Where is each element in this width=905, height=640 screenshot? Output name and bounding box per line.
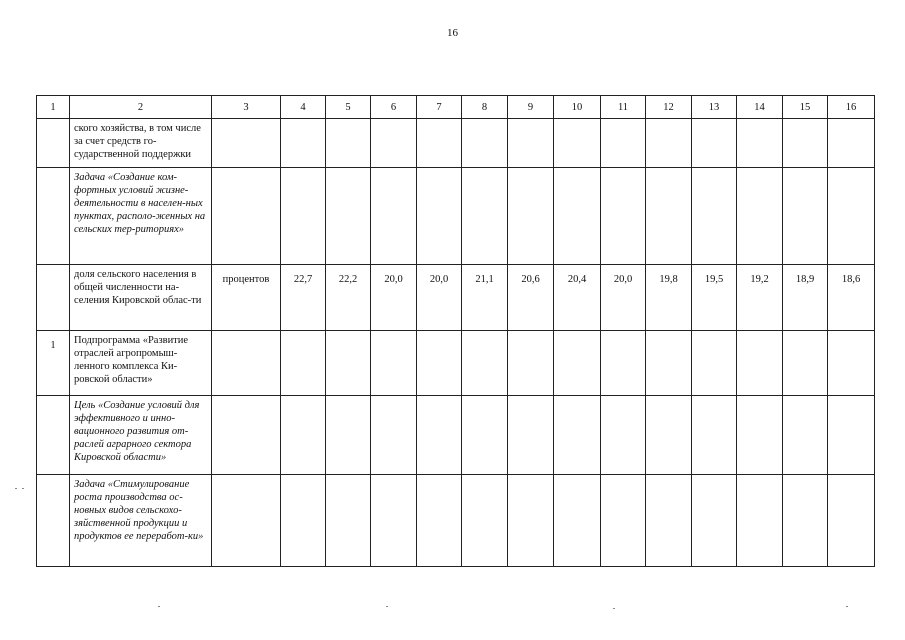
row-description-cell: Задача «Создание ком-фортных условий жизне-деятельности в населен-ных пунктах, располо-женных на сельских тер-риториях» — [70, 168, 212, 265]
header-cell-11: 11 — [601, 96, 646, 119]
value-cell-col-10 — [554, 475, 601, 567]
value-cell-col-10 — [554, 331, 601, 396]
row-index-cell — [37, 119, 70, 168]
header-cell-14: 14 — [737, 96, 783, 119]
scan-speck — [846, 606, 848, 607]
header-cell-8: 8 — [462, 96, 508, 119]
header-cell-7: 7 — [417, 96, 462, 119]
value-cell-col-5 — [326, 396, 371, 475]
value-cell-col-9: 20,6 — [508, 265, 554, 331]
value-cell-col-9 — [508, 119, 554, 168]
value-cell-col-12: 19,8 — [646, 265, 692, 331]
value-cell-col-6 — [371, 475, 417, 567]
row-description-cell: ского хозяйства, в том числе за счет средств го-сударственной поддержки — [70, 119, 212, 168]
row-description-cell: Подпрограмма «Развитие отраслей агропромыш-ленного комплекса Ки-ровской области» — [70, 331, 212, 396]
value-cell-col-6 — [371, 119, 417, 168]
header-cell-1: 1 — [37, 96, 70, 119]
row-unit-cell — [212, 475, 281, 567]
value-cell-col-6 — [371, 331, 417, 396]
value-cell-col-12 — [646, 168, 692, 265]
header-cell-6: 6 — [371, 96, 417, 119]
value-cell-col-4 — [281, 119, 326, 168]
row-unit-cell: процентов — [212, 265, 281, 331]
value-cell-col-10: 20,4 — [554, 265, 601, 331]
value-cell-col-16 — [828, 475, 875, 567]
value-cell-col-5: 22,2 — [326, 265, 371, 331]
value-cell-col-4 — [281, 168, 326, 265]
row-unit-cell — [212, 119, 281, 168]
value-cell-col-13: 19,5 — [692, 265, 737, 331]
value-cell-col-5 — [326, 475, 371, 567]
row-index-cell: 1 — [37, 331, 70, 396]
value-cell-col-13 — [692, 331, 737, 396]
value-cell-col-6 — [371, 396, 417, 475]
value-cell-col-5 — [326, 331, 371, 396]
value-cell-col-16 — [828, 119, 875, 168]
value-cell-col-7 — [417, 475, 462, 567]
value-cell-col-15: 18,9 — [783, 265, 828, 331]
value-cell-col-9 — [508, 331, 554, 396]
value-cell-col-11 — [601, 119, 646, 168]
value-cell-col-8 — [462, 331, 508, 396]
table-header-row — [37, 96, 875, 119]
table-row — [37, 475, 875, 567]
value-cell-col-7 — [417, 396, 462, 475]
value-cell-col-13 — [692, 396, 737, 475]
header-cell-9: 9 — [508, 96, 554, 119]
header-cell-10: 10 — [554, 96, 601, 119]
value-cell-col-7 — [417, 168, 462, 265]
value-cell-col-13 — [692, 119, 737, 168]
value-cell-col-7 — [417, 119, 462, 168]
value-cell-col-12 — [646, 396, 692, 475]
value-cell-col-8 — [462, 168, 508, 265]
value-cell-col-4 — [281, 331, 326, 396]
value-cell-col-10 — [554, 396, 601, 475]
value-cell-col-9 — [508, 396, 554, 475]
value-cell-col-4: 22,7 — [281, 265, 326, 331]
table-row — [37, 265, 875, 331]
value-cell-col-9 — [508, 168, 554, 265]
value-cell-col-8 — [462, 396, 508, 475]
header-cell-16: 16 — [828, 96, 875, 119]
value-cell-col-13 — [692, 475, 737, 567]
header-cell-3: 3 — [212, 96, 281, 119]
scan-speck — [613, 608, 615, 609]
table-row — [37, 168, 875, 265]
value-cell-col-12 — [646, 331, 692, 396]
value-cell-col-4 — [281, 475, 326, 567]
value-cell-col-15 — [783, 168, 828, 265]
indicator-table — [36, 95, 875, 567]
row-description-cell: Цель «Создание условий для эффективного и инно-вационного развития от-раслей аграрного сектора Кировской области» — [70, 396, 212, 475]
value-cell-col-4 — [281, 396, 326, 475]
value-cell-col-14: 19,2 — [737, 265, 783, 331]
value-cell-col-15 — [783, 396, 828, 475]
page-number: 16 — [447, 27, 458, 39]
value-cell-col-6: 20,0 — [371, 265, 417, 331]
row-unit-cell — [212, 331, 281, 396]
scan-speck — [15, 488, 17, 489]
header-cell-5: 5 — [326, 96, 371, 119]
scan-speck — [386, 606, 388, 607]
value-cell-col-7: 20,0 — [417, 265, 462, 331]
value-cell-col-10 — [554, 168, 601, 265]
header-cell-15: 15 — [783, 96, 828, 119]
value-cell-col-7 — [417, 331, 462, 396]
scan-speck — [158, 606, 160, 607]
row-index-cell — [37, 475, 70, 567]
row-index-cell — [37, 168, 70, 265]
value-cell-col-5 — [326, 119, 371, 168]
value-cell-col-12 — [646, 119, 692, 168]
value-cell-col-6 — [371, 168, 417, 265]
scan-speck — [22, 488, 24, 489]
value-cell-col-8: 21,1 — [462, 265, 508, 331]
row-index-cell — [37, 396, 70, 475]
value-cell-col-14 — [737, 475, 783, 567]
header-cell-12: 12 — [646, 96, 692, 119]
value-cell-col-14 — [737, 168, 783, 265]
value-cell-col-13 — [692, 168, 737, 265]
table-row — [37, 331, 875, 396]
row-unit-cell — [212, 168, 281, 265]
header-cell-13: 13 — [692, 96, 737, 119]
value-cell-col-11 — [601, 331, 646, 396]
value-cell-col-11 — [601, 475, 646, 567]
value-cell-col-12 — [646, 475, 692, 567]
value-cell-col-16: 18,6 — [828, 265, 875, 331]
value-cell-col-16 — [828, 331, 875, 396]
value-cell-col-10 — [554, 119, 601, 168]
table-row — [37, 119, 875, 168]
value-cell-col-16 — [828, 396, 875, 475]
row-description-cell: Задача «Стимулирование роста производства ос-новных видов сельскохо-зяйственной продукции и продуктов ее переработ-ки» — [70, 475, 212, 567]
row-description-cell: доля сельского населения в общей численности на-селения Кировской облас-ти — [70, 265, 212, 331]
value-cell-col-15 — [783, 475, 828, 567]
value-cell-col-16 — [828, 168, 875, 265]
value-cell-col-11 — [601, 396, 646, 475]
value-cell-col-14 — [737, 331, 783, 396]
row-unit-cell — [212, 396, 281, 475]
value-cell-col-11 — [601, 168, 646, 265]
value-cell-col-11: 20,0 — [601, 265, 646, 331]
value-cell-col-8 — [462, 475, 508, 567]
header-cell-4: 4 — [281, 96, 326, 119]
value-cell-col-15 — [783, 331, 828, 396]
value-cell-col-14 — [737, 119, 783, 168]
header-cell-2: 2 — [70, 96, 212, 119]
value-cell-col-15 — [783, 119, 828, 168]
value-cell-col-9 — [508, 475, 554, 567]
value-cell-col-5 — [326, 168, 371, 265]
value-cell-col-14 — [737, 396, 783, 475]
table-row — [37, 396, 875, 475]
row-index-cell — [37, 265, 70, 331]
value-cell-col-8 — [462, 119, 508, 168]
